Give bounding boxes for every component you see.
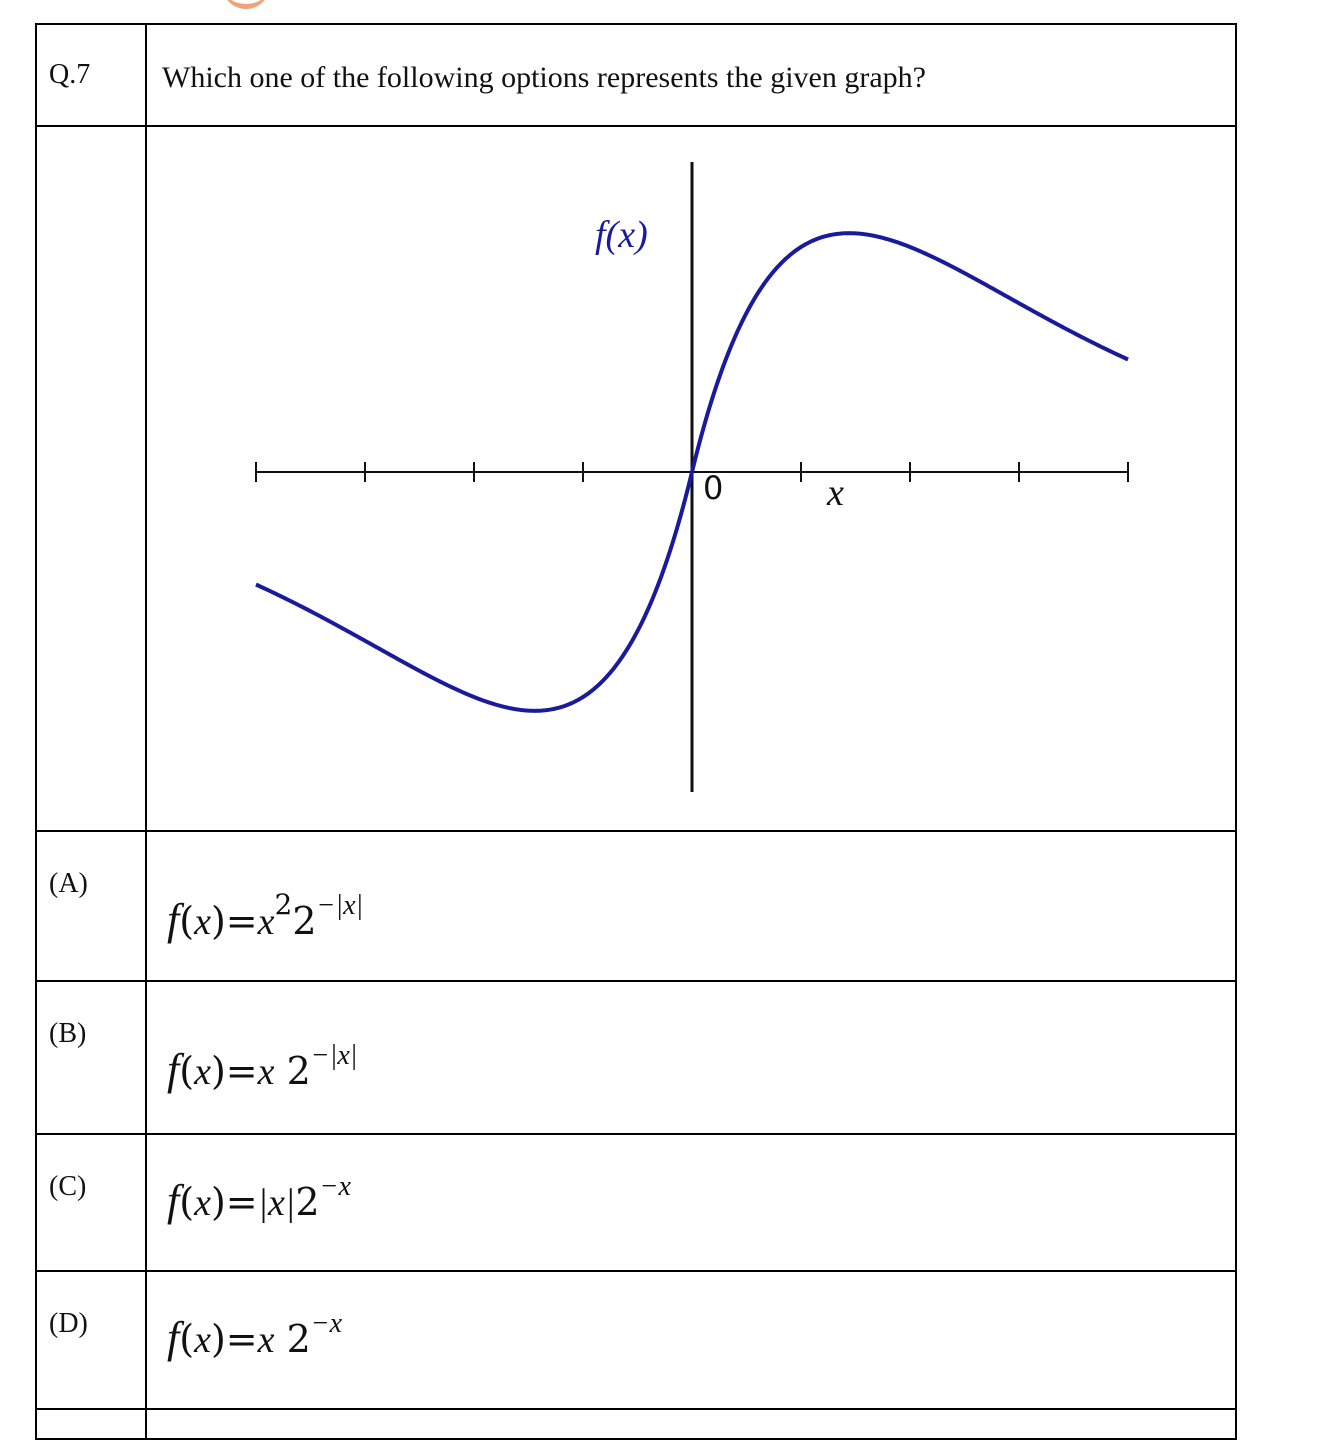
option-formula-cell-b — [146, 981, 1236, 1134]
question-table — [35, 23, 1237, 1440]
option-label-b: (B) — [49, 1018, 87, 1049]
option-formula-cell-d — [146, 1271, 1236, 1409]
question-text: Which one of the following options represents the given graph? — [162, 61, 926, 94]
option-formula-cell-c — [146, 1134, 1236, 1271]
y-axis-label: f(x) — [595, 214, 648, 256]
question-number: Q.7 — [49, 59, 91, 90]
option-formula-cell-a — [146, 831, 1236, 981]
option-label-d: (D) — [49, 1308, 88, 1339]
graph-row — [36, 126, 1236, 831]
question-number-cell — [36, 24, 146, 126]
x-axis-label: x — [827, 472, 844, 514]
question-text-cell — [146, 24, 1236, 126]
option-row-d[interactable] — [36, 1271, 1236, 1409]
option-formula-d: f(x)=x $2^{-x}$ — [167, 1308, 343, 1362]
question-row — [36, 24, 1236, 126]
graph-cell — [146, 126, 1236, 831]
option-label-a: (A) — [49, 868, 88, 899]
origin-label: 0 — [703, 469, 724, 507]
option-formula-c: $f(x)=|x|2^{-x}$ — [167, 1171, 351, 1225]
option-formula-b: f(x)=x $2^{-|x|}$ — [167, 1040, 358, 1094]
option-row-a[interactable] — [36, 831, 1236, 981]
decorative-arc — [222, 0, 270, 9]
option-row-c[interactable] — [36, 1134, 1236, 1271]
option-formula-a: $f(x)=x^22^{-|x|}$ — [167, 888, 364, 944]
option-label-c: (C) — [49, 1171, 87, 1202]
function-graph — [147, 127, 1235, 825]
option-row-b[interactable] — [36, 981, 1236, 1134]
